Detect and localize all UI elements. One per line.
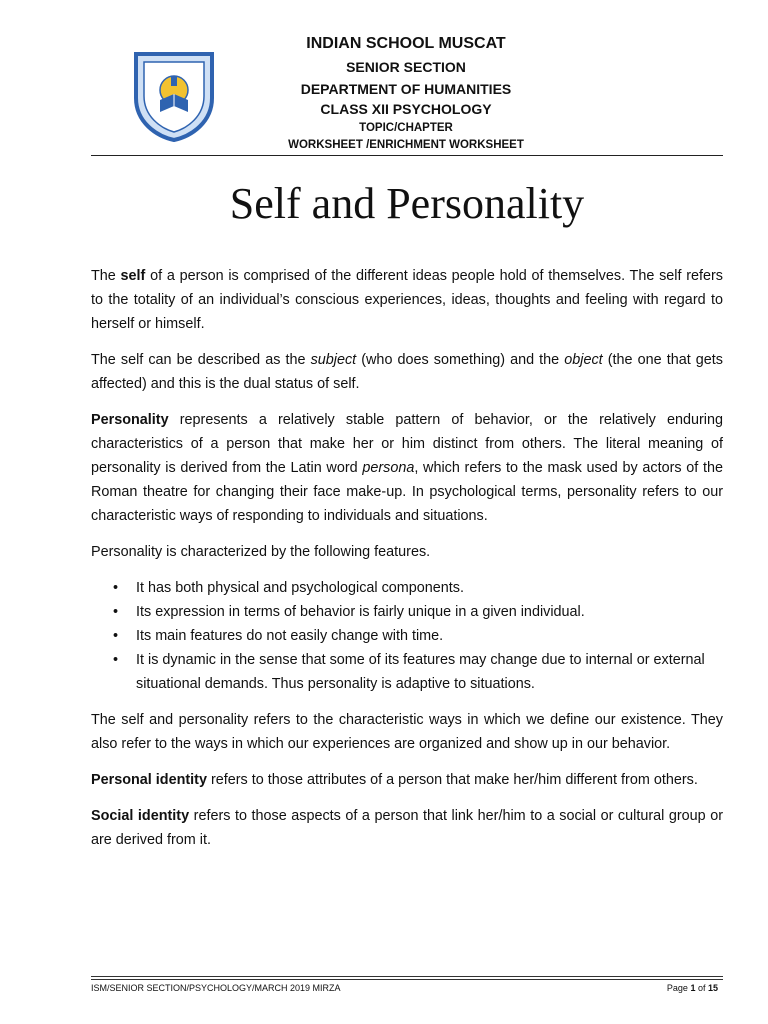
- section-name: SENIOR SECTION: [346, 59, 466, 75]
- topic-label: TOPIC/CHAPTER: [359, 122, 453, 134]
- features-list: [91, 576, 723, 696]
- footer-divider: [91, 979, 723, 980]
- document-title: Self and Personality: [229, 179, 585, 228]
- footer-reference: ISM/SENIOR SECTION/PSYCHOLOGY/MARCH 2019 MIRZA: [91, 983, 341, 993]
- list-item: • Its expression in terms of behavior is fairly unique in a given individual.: [91, 600, 723, 624]
- term-personal-identity: Personal identity: [91, 772, 207, 788]
- bullet-icon: •: [113, 580, 119, 596]
- school-logo: [132, 50, 216, 142]
- header-divider: [91, 155, 723, 156]
- department-name: DEPARTMENT OF HUMANITIES: [300, 81, 512, 97]
- paragraph-personality: Personality represents a relatively stable pattern of behavior, or the relatively enduring characteristics of a person that make her or him distinct from others. The literal meaning of personality is derived from the Latin word persona, which refers to the mask used by actors of the Roman theatre for changing their face make-up. In psychological terms, personality refers to our characteristic ways of responding to individuals and situations.: [91, 412, 723, 524]
- paragraph-social-identity: Social identity refers to those aspects of a person that link her/him to a social or cultural group or are derived from it.: [91, 808, 723, 848]
- document-body: [91, 264, 723, 864]
- bullet-icon: •: [113, 628, 119, 644]
- term-personality: Personality: [91, 412, 169, 428]
- class-name: CLASS XII PSYCHOLOGY: [320, 101, 492, 117]
- paragraph-features-intro: Personality is characterized by the following features.: [91, 544, 431, 560]
- paragraph-personal-identity: Personal identity refers to those attributes of a person that make her/him different from others.: [91, 772, 698, 788]
- footer-divider: [91, 976, 723, 977]
- term-object: object: [564, 352, 603, 368]
- term-social-identity: Social identity: [91, 808, 190, 824]
- bullet-icon: •: [113, 652, 119, 668]
- page-number: Page 1 of 15: [666, 983, 718, 993]
- paragraph-self-definition: The self of a person is comprised of the different ideas people hold of themselves. The self refers to the totality of an individual’s conscious experiences, ideas, thoughts and feeling with regard to herself or himself.: [91, 268, 723, 332]
- term-subject: subject: [310, 352, 357, 368]
- term-self: self: [120, 268, 146, 284]
- paragraph-dual-status: The self can be described as the subject (who does something) and the object (the one that gets affected) and this is the dual status of self.: [91, 352, 723, 392]
- bullet-icon: •: [113, 604, 119, 620]
- school-name: INDIAN SCHOOL MUSCAT: [306, 35, 506, 52]
- term-persona: persona: [362, 460, 415, 476]
- list-item: • It has both physical and psychological components.: [91, 576, 723, 600]
- list-item: • It is dynamic in the sense that some of its features may change due to internal or external situational demands. Thus personality is adaptive to situations.: [91, 648, 723, 696]
- paragraph-self-and-personality: The self and personality refers to the characteristic ways in which we define our existence. They also refer to the ways in which our experiences are organized and show up in our behavior.: [91, 712, 723, 752]
- list-item: • Its main features do not easily change with time.: [91, 624, 723, 648]
- worksheet-label: WORKSHEET /ENRICHMENT WORKSHEET: [288, 139, 524, 151]
